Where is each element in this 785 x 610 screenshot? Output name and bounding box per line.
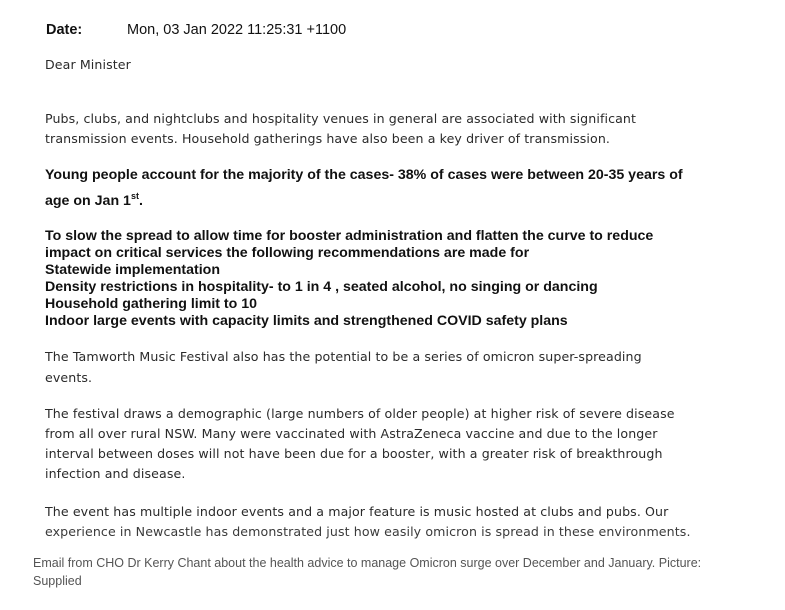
recommendations-line-1: To slow the spread to allow time for booster administration and flatten the curve to reduce	[45, 228, 654, 244]
paragraph-6-line-2: experience in Newcastle has demonstrated just how easily omicron is spread in these environments.	[45, 524, 691, 539]
paragraph-6-line-1: The event has multiple indoor events and a major feature is music hosted at clubs and pubs. Our	[45, 504, 669, 519]
paragraph-1-line-1: Pubs, clubs, and nightclubs and hospitality venues in general are associated with significant	[45, 111, 637, 126]
paragraph-1-line-2: transmission events. Household gatherings have also been a key driver of transmission.	[45, 131, 611, 146]
image-caption: Email from CHO Dr Kerry Chant about the health advice to manage Omicron surge over December and January. Picture: Supplied	[33, 556, 702, 588]
paragraph-2-line-1: Young people account for the majority of the cases- 38% of cases were between 20-35 years of	[45, 167, 683, 183]
paragraph-2-line-2-suffix: .	[138, 193, 143, 209]
paragraph-5-line-4: infection and disease.	[45, 466, 186, 481]
recommendations-line-3: Statewide implementation	[45, 262, 221, 278]
recommendations-line-6: Indoor large events with capacity limits and strengthened COVID safety plans	[45, 313, 568, 329]
paragraph-4-line-2: events.	[45, 370, 93, 385]
ordinal-superscript: st	[130, 191, 139, 201]
paragraph-5-line-1: The festival draws a demographic (large numbers of older people) at higher risk of severe disease	[45, 406, 675, 421]
recommendations-line-4: Density restrictions in hospitality- to 1 in 4 , seated alcohol, no singing or dancing	[45, 279, 598, 295]
salutation: Dear Minister	[45, 57, 131, 72]
paragraph-4-line-1: The Tamworth Music Festival also has the potential to be a series of omicron super-spreading	[45, 349, 642, 364]
recommendations-line-2: impact on critical services the following recommendations are made for	[45, 245, 530, 261]
recommendations-line-5: Household gathering limit to 10	[45, 296, 258, 312]
date-value: Mon, 03 Jan 2022 11:25:31 +1100	[127, 22, 347, 38]
paragraph-2-line-2-prefix: age on Jan 1	[45, 193, 131, 209]
paragraph-2-line-2	[45, 191, 143, 209]
paragraph-5-line-2: from all over rural NSW. Many were vaccinated with AstraZeneca vaccine and due to the longer	[45, 426, 658, 441]
paragraph-5-line-3: interval between doses will not have been due for a booster, with a greater risk of breakthrough	[45, 446, 663, 461]
date-label: Date:	[46, 22, 83, 38]
